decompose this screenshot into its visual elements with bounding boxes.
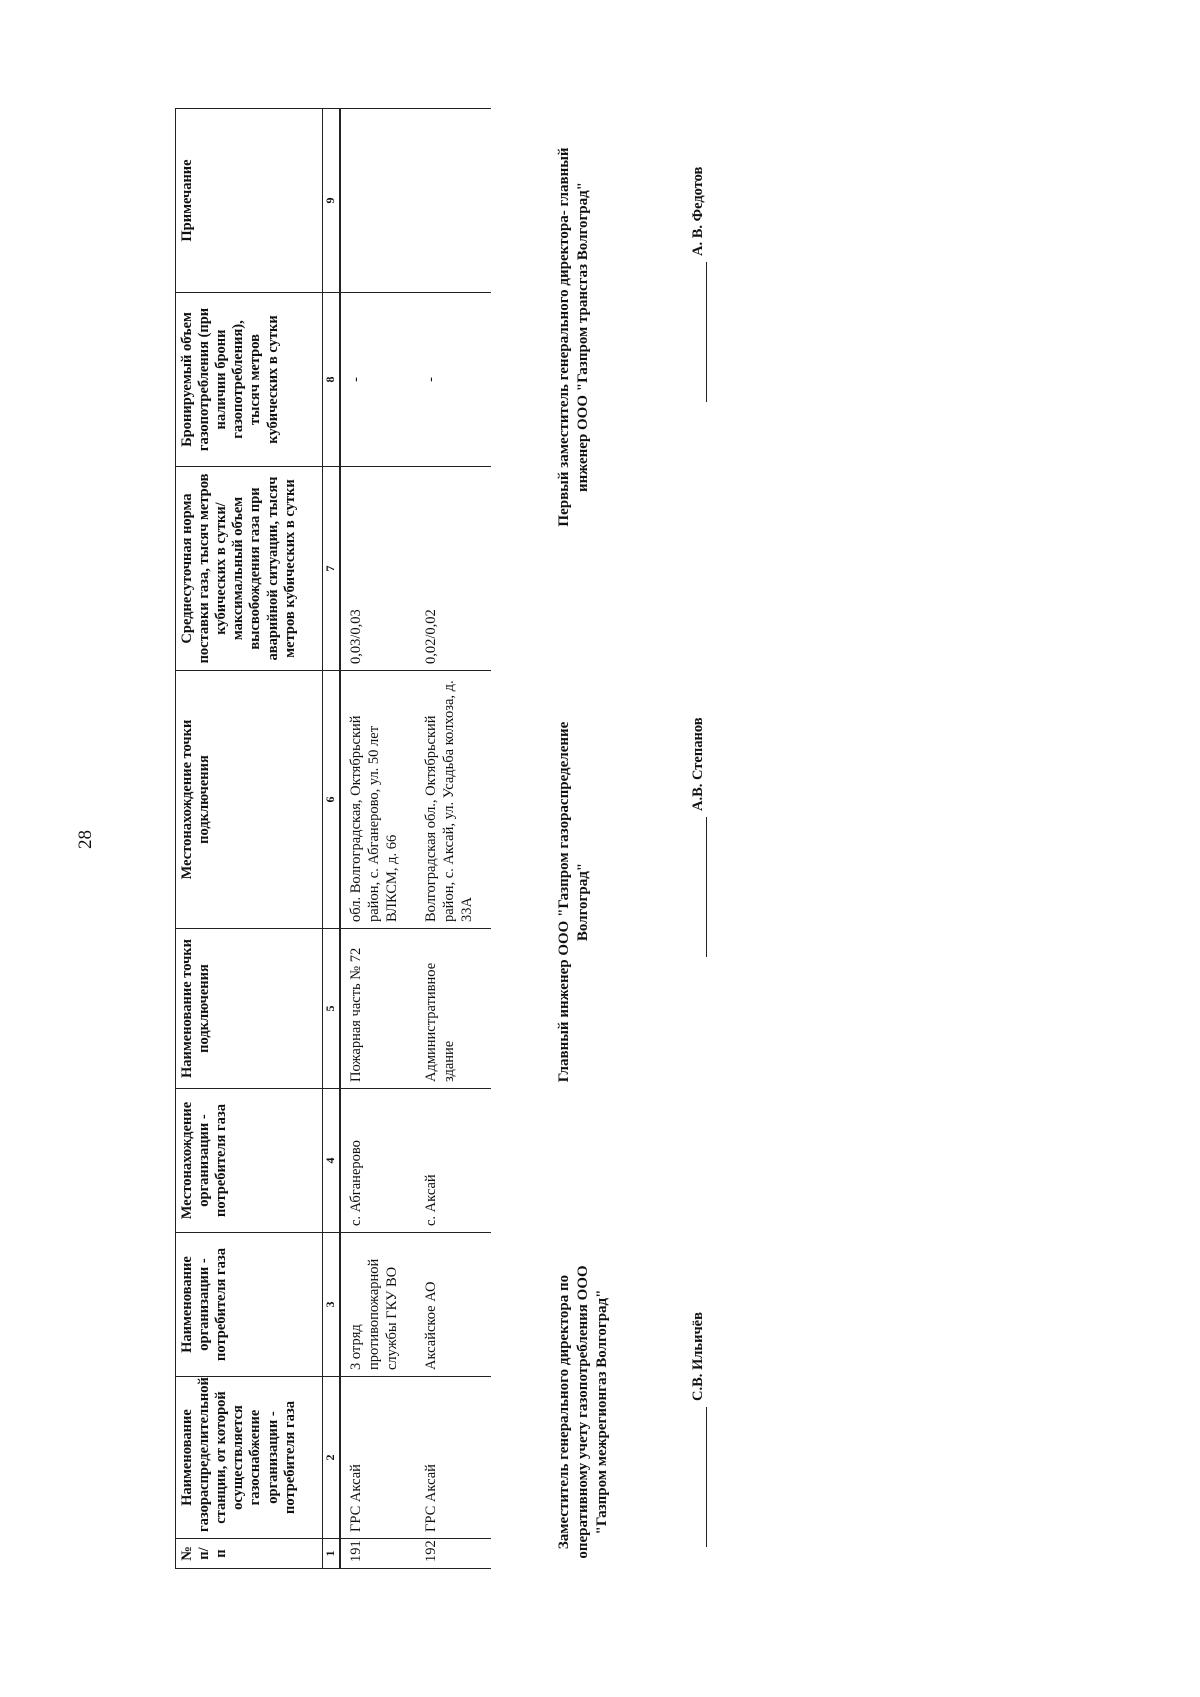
header-point-name: Наименование точки подключения (176, 929, 323, 1089)
column-number: 4 (323, 1089, 341, 1233)
cell-num: 191 (340, 1539, 416, 1569)
table-row (340, 109, 416, 1569)
signatory-2-name: А.В. Степанов (690, 717, 706, 811)
signatory-3-title: Первый заместитель генерального директора- главный инженер ООО "Газпром трансгаз Волгоград" (556, 147, 591, 527)
cell-station: ГРС Аксай (340, 1377, 416, 1539)
header-norm: Среднесуточная норма поставки газа, тысяч метров кубических в сутки/максимальный объем высвобождения газа при аварийной ситуации, тысяч метров кубических в сутки (176, 467, 323, 671)
column-number-row (323, 109, 341, 1569)
cell-reserved: - (416, 293, 491, 467)
column-number: 5 (323, 929, 341, 1089)
table-header-row (176, 109, 323, 1569)
header-consumer: Наименование организации - потребителя газа (176, 1233, 323, 1377)
header-point-location: Местонахождение точки подключения (176, 671, 323, 929)
table-row (416, 109, 491, 1569)
cell-point-location: Волгоградская обл., Октябрьский район, с. Аксай, ул. Усадьба колхоза, д. 33А (416, 671, 491, 929)
header-num: № п/п (176, 1539, 323, 1569)
signatory-1-title: Заместитель генерального директора по оперативному учету газопотребления ООО "Газпром межрегионгаз Волгоград" (556, 1265, 610, 1559)
cell-reserved: - (340, 293, 416, 467)
cell-note (340, 109, 416, 293)
cell-norm: 0,02/0,02 (416, 467, 491, 671)
gas-supply-table (175, 108, 491, 1569)
cell-point-name: Административное здание (416, 929, 491, 1089)
cell-point-location: обл. Волгоградская, Октябрьский район, с. Абганерово, ул. 50 лет ВЛКСМ, д. 66 (340, 671, 416, 929)
header-reserved: Бронируемый объем газопотребления (при наличии брони газопотребления), тысяч метров кубических в сутки (176, 293, 323, 467)
column-number: 3 (323, 1233, 341, 1377)
header-note: Примечание (176, 109, 323, 293)
signatory-1-name: С.В. Ильичёв (690, 1312, 706, 1401)
cell-consumer: Аксайское АО (416, 1233, 491, 1377)
signatory-1-name-line (690, 1312, 707, 1547)
signatory-3-name-line (690, 167, 707, 402)
signature-line (692, 817, 707, 957)
column-number: 2 (323, 1377, 341, 1539)
cell-norm: 0,03/0,03 (340, 467, 416, 671)
cell-point-name: Пожарная часть № 72 (340, 929, 416, 1089)
signatory-3-name: А. В. Федотов (690, 166, 706, 256)
column-number: 8 (323, 293, 341, 467)
column-number: 6 (323, 671, 341, 929)
column-number: 9 (323, 109, 341, 293)
cell-consumer-location: с. Абганерово (340, 1089, 416, 1233)
cell-num: 192 (416, 1539, 491, 1569)
signatory-2-title: Главный инженер ООО "Газпром газораспределение Волгоград" (556, 721, 591, 1083)
signature-line (692, 262, 707, 402)
signatory-2-name-line (690, 717, 707, 957)
cell-note (416, 109, 491, 293)
header-consumer-location: Местонахождение организации - потребителя газа (176, 1089, 323, 1233)
header-station: Наименование газораспределительной станции, от которой осуществляется газоснабжение организации - потребителя газа (176, 1377, 323, 1539)
column-number: 1 (323, 1539, 341, 1569)
signature-line (692, 1407, 707, 1547)
page-number: 28 (75, 830, 96, 849)
cell-consumer-location: с. Аксай (416, 1089, 491, 1233)
column-number: 7 (323, 467, 341, 671)
cell-station: ГРС Аксай (416, 1377, 491, 1539)
cell-consumer: 3 отряд противопожарной службы ГКУ ВО (340, 1233, 416, 1377)
